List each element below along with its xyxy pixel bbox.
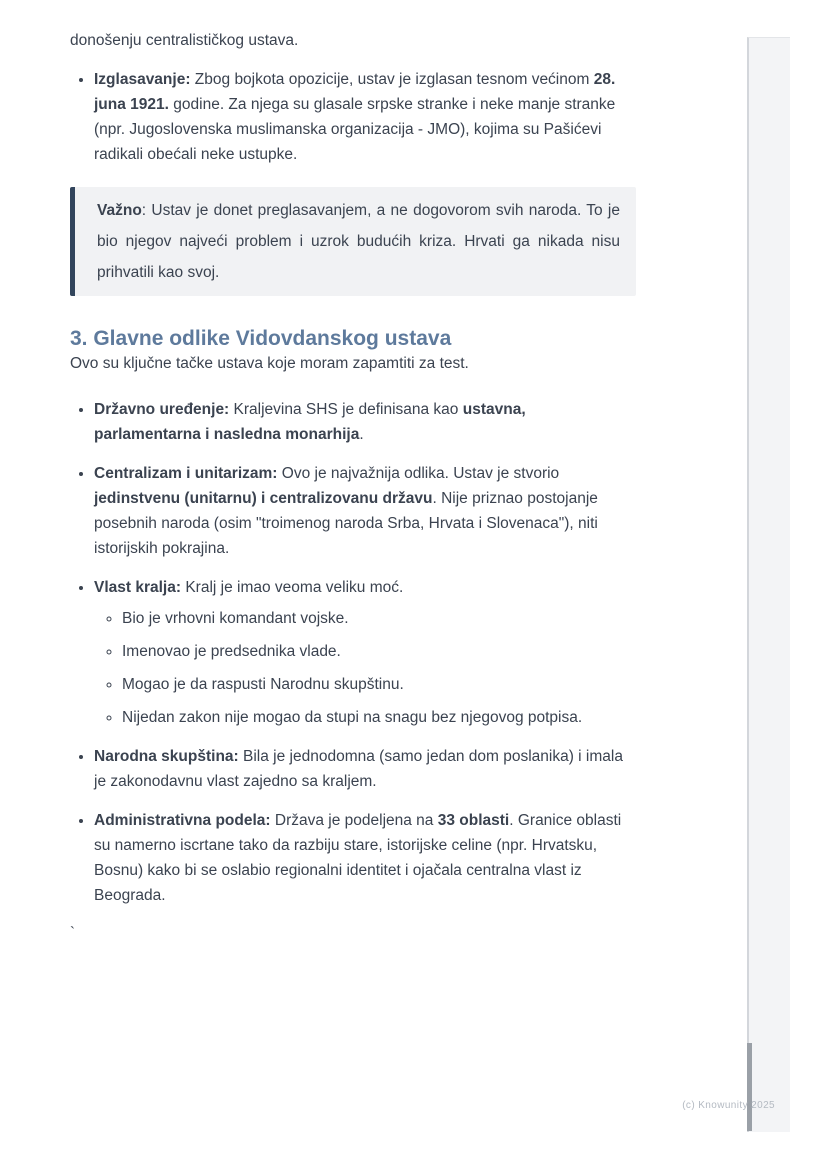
- list-item-izglasavanje: • Izglasavanje: Zbog bojkota opozicije, ustav je izglasan tesnom većinom 28. juna 1921. godine. Za njega su glasale srpske stranke i neke manje stranke (npr. Jugoslovenska muslimanska organizacija - JMO), kojima su Pašićevi radikali obećali neke ustupke.: [94, 67, 636, 167]
- list-item-drzavno-uredjenje: [94, 397, 636, 447]
- scrollbar-track[interactable]: [747, 37, 790, 1132]
- list-item-text: Vlast kralja: Kralj je imao veoma veliku moć.: [94, 579, 404, 596]
- sub-list-item: ◦ Imenovao je predsednika vlade.: [122, 639, 636, 664]
- stray-backtick-character: `: [70, 924, 75, 941]
- sub-list-item: ◦ Bio je vrhovni komandant vojske.: [122, 606, 636, 631]
- list-item-text: Narodna skupština: Bila je jednodomna (samo jedan dom poslanika) i imala je zakonodavnu vlast zajedno sa kraljem.: [94, 748, 623, 790]
- scrollbar-thumb[interactable]: [747, 1043, 752, 1131]
- list-item-administrativna-podela: [94, 808, 636, 908]
- sub-list-item: ◦ Nijedan zakon nije mogao da stupi na snagu bez njegovog potpisa.: [122, 705, 636, 730]
- bullet-list-main: [70, 397, 636, 908]
- bullet-list-top: [70, 67, 636, 167]
- document-content: [70, 28, 636, 922]
- list-item-text: Državno uređenje: Kraljevina SHS je definisana kao ustavna, parlamentarna i nasledna monarhija.: [94, 401, 526, 443]
- important-callout: [70, 187, 636, 296]
- sub-bullet-list: [94, 606, 636, 730]
- callout-text: Važno: Ustav je donet preglasavanjem, a ne dogovorom svih naroda. To je bio njegov najveći problem i uzrok budućih kriza. Hrvati ga nikada nisu prihvatili kao svoj.: [97, 202, 620, 281]
- section-lead-paragraph: Ovo su ključne tačke ustava koje moram zapamtiti za test.: [70, 355, 469, 372]
- paragraph-continuation: donošenju centralističkog ustava.: [70, 32, 299, 49]
- sub-list-item: ◦ Mogao je da raspusti Narodnu skupštinu.: [122, 672, 636, 697]
- list-item-vlast-kralja: [94, 575, 636, 730]
- list-item-text: Centralizam i unitarizam: Ovo je najvažnija odlika. Ustav je stvorio jedinstvenu (unitarnu) i centralizovanu državu. Nije priznao postojanje posebnih naroda (osim "troimenog naroda Srba, Hrvata i Slovenaca"), niti istorijskih pokrajina.: [94, 465, 598, 557]
- list-item-narodna-skupstina: [94, 744, 636, 794]
- list-item-text: Administrativna podela: Država je podeljena na 33 oblasti. Granice oblasti su namerno iscrtane tako da razbiju stare, istorijske celine (npr. Hrvatsku, Bosnu) kako bi se oslabio regionalni identitet i ojačala centralna vlast iz Beograda.: [94, 812, 622, 904]
- list-item-centralizam: [94, 461, 636, 561]
- section-heading: 3. Glavne odlike Vidovdanskog ustava: [70, 327, 452, 350]
- copyright-notice: (c) Knowunity 2025: [682, 1100, 775, 1111]
